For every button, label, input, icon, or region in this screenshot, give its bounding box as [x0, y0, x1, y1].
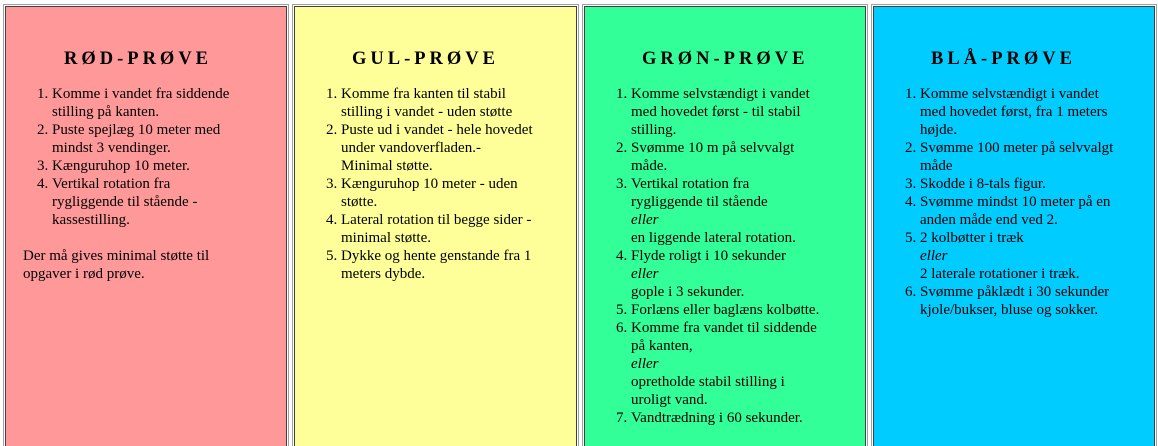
note-line: opgaver i rød prøve. [23, 266, 145, 282]
task-item [341, 211, 576, 247]
task-text: 2. Svømme 100 meter på selvvalgt [920, 140, 1114, 156]
task-text: 2. Puste spejlæg 10 meter med [52, 122, 221, 138]
task-text: 2. Puste ud i vandet - hele hovedet [341, 122, 533, 138]
task-list [874, 85, 1154, 319]
task-text: opretholde stabil stilling i [631, 374, 785, 390]
task-text: rygliggende til stående [631, 194, 768, 210]
task-text: uroligt vand. [631, 392, 708, 408]
task-text: 2. Svømme 10 m på selvvalgt [631, 140, 795, 156]
task-text: 6. Komme fra vandet til siddende [631, 320, 817, 336]
task-text: 3. Kænguruhop 10 meter - uden [341, 176, 518, 192]
task-text: måde. [631, 158, 668, 174]
task-list [6, 85, 286, 229]
task-item [920, 139, 1154, 175]
task-text: mindst 3 vendinger. [52, 140, 171, 156]
task-item [52, 175, 286, 229]
task-item [920, 229, 1154, 283]
task-text: 5. Forlæns eller baglæns kolbøtte. [631, 302, 820, 318]
task-item [631, 175, 865, 247]
task-text: 5. 2 kolbøtter i træk [920, 230, 1024, 246]
column-title: RØD-PRØVE [64, 49, 213, 69]
task-item [341, 247, 576, 283]
task-text: 1. Komme selvstændigt i vandet [631, 86, 810, 102]
task-text: stilling i vandet - uden støtte [341, 104, 513, 120]
task-item [920, 193, 1154, 229]
note-line: Der må gives minimal støtte til [23, 248, 210, 264]
task-item [631, 247, 865, 301]
support-note [23, 247, 263, 283]
task-item [631, 85, 865, 139]
task-text: støtte. [341, 194, 378, 210]
task-text: 4. Svømme mindst 10 meter på en [920, 194, 1111, 210]
task-item [341, 85, 576, 121]
task-text: gople i 3 sekunder. [631, 284, 745, 300]
task-text: stilling på kanten. [52, 104, 160, 120]
task-text: stilling. [631, 122, 677, 138]
task-item [631, 409, 865, 427]
task-item [631, 139, 865, 175]
task-text: højde. [920, 122, 958, 138]
task-text: 4. Lateral rotation til begge sider - [341, 212, 532, 228]
task-item [341, 175, 576, 211]
alternative-label: eller [631, 266, 659, 282]
column-gul-prove [294, 6, 577, 446]
task-list [295, 85, 576, 283]
alternative-label: eller [631, 356, 659, 372]
alternative-label: eller [920, 248, 948, 264]
task-text: på kanten, [631, 338, 693, 354]
task-item [341, 121, 576, 175]
alternative-label: eller [631, 212, 659, 228]
task-text: anden måde end ved 2. [920, 212, 1058, 228]
task-text: med hovedet først - til stabil [631, 104, 801, 120]
task-text: 2 laterale rotationer i træk. [920, 266, 1080, 282]
task-text: 3. Kænguruhop 10 meter. [52, 158, 190, 174]
task-text: 3. Vertikal rotation fra [631, 176, 750, 192]
task-text: meters dybde. [341, 266, 426, 282]
task-text: 1. Komme fra kanten til stabil [341, 86, 506, 102]
column-title: BLÅ-PRØVE [931, 49, 1076, 69]
task-text: 1. Komme i vandet fra siddende [52, 86, 230, 102]
task-item [920, 175, 1154, 193]
task-text: minimal støtte. [341, 230, 431, 246]
task-text: 3. Skodde i 8-tals figur. [920, 176, 1046, 192]
task-text: 6. Svømme påklædt i 30 sekunder [920, 284, 1110, 300]
task-text: 4. Vertikal rotation fra [52, 176, 171, 192]
task-text: Minimal støtte. [341, 158, 433, 174]
task-text: 7. Vandtrædning i 60 sekunder. [631, 410, 803, 426]
task-text: under vandoverfladen.- [341, 140, 481, 156]
column-gron-prove [584, 6, 866, 446]
task-text: måde [920, 158, 953, 174]
column-rod-prove [5, 6, 287, 446]
task-text: 5. Dykke og hente genstande fra 1 [341, 248, 532, 264]
task-text: rygliggende til stående - [52, 194, 198, 210]
task-item [631, 301, 865, 319]
task-text: med hovedet først, fra 1 meters [920, 104, 1108, 120]
task-text: 1. Komme selvstændigt i vandet [920, 86, 1099, 102]
column-title: GUL-PRØVE [352, 49, 499, 69]
task-item [631, 319, 865, 409]
task-text: en liggende lateral rotation. [631, 230, 796, 246]
task-item [52, 121, 286, 157]
column-title: GRØN-PRØVE [642, 49, 809, 69]
task-text: kassestilling. [52, 212, 130, 228]
task-item [920, 85, 1154, 139]
task-item [52, 85, 286, 121]
task-text: 4. Flyde roligt i 10 sekunder [631, 248, 786, 264]
column-bla-prove [873, 6, 1155, 446]
task-text: kjole/bukser, bluse og sokker. [920, 302, 1099, 318]
task-item [52, 157, 286, 175]
task-list [585, 85, 865, 427]
prove-table [1, 3, 1158, 436]
task-item [920, 283, 1154, 319]
